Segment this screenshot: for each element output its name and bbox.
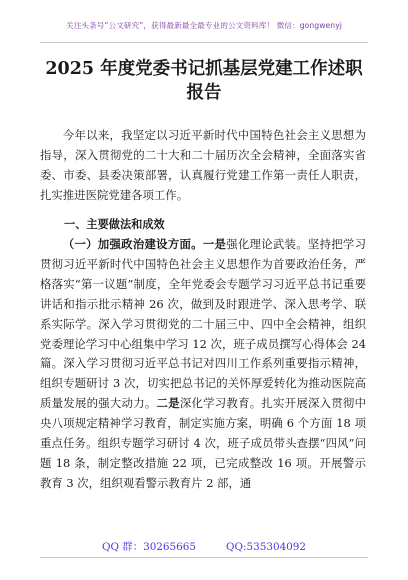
intro-paragraph: 今年以来，我坚定以习近平新时代中国特色社会主义思想为指导，深入贯彻党的二十大和二十届历次全会精神，全面落实省委、市委、县委决策部署，认真履行党建工作第一责任人职责，扎实推进医院党建各项工作。 <box>40 128 366 202</box>
title-line-2: 报告 <box>186 83 222 103</box>
point-text-2: 深化学习教育。扎实开展深入贯彻中央八项规定精神学习教育，制定实施方案，明确 6 个方面 18 项重点任务。组织专题学习研讨 4 次，班子成员带头查摆“四风”问题 18 条，制定整改措施 22 项，已完成整改 16 项。开展警示教育 3 次，组织观看警示教育片 2 部，通 <box>40 396 366 490</box>
qq-text: QQ:535304092 <box>225 541 307 553</box>
point-text-1: 强化理论武装。坚持把学习贯彻习近平新时代中国特色社会主义思想作为首要政治任务，严格落实“第一议题”制度，全年党委会专题学习习近平总书记重要讲话和指示批示精神 26 次，做到及时跟进学、深入思考学、联系实际学。深入学习贯彻党的二十届三中、四中全会精神，组织党委理论学习中心组集中学习 12 次，班子成员撰写心得体会 24 篇。深入学习贯彻习近平总书记对四川工作系列重要指示精神，组织专题研讨 3 次，切实把总书记的关怀厚爱转化为推动医院高质量发展的强大动力。 <box>40 237 366 411</box>
subsection-label: （一）加强政治建设方面。 <box>62 237 203 251</box>
title-line-1: 2025 年度党委书记抓基层党建工作述职 <box>45 59 363 79</box>
point-lead-1: 一是 <box>202 237 227 251</box>
header-banner: 关注头条号“公文研究”，获得最新最全最专业的公文资料库！ 微信：gongwenyj <box>66 21 342 30</box>
point-lead-2: 二是 <box>156 396 180 411</box>
footer-divider <box>40 557 368 558</box>
section-heading: 一、主要做法和成效 <box>64 218 165 231</box>
body-paragraph <box>40 235 366 494</box>
document-title <box>40 57 368 105</box>
header-divider <box>40 42 368 43</box>
footer-contact <box>0 538 408 553</box>
qq-group-text: QQ 群：30265665 <box>101 541 196 553</box>
